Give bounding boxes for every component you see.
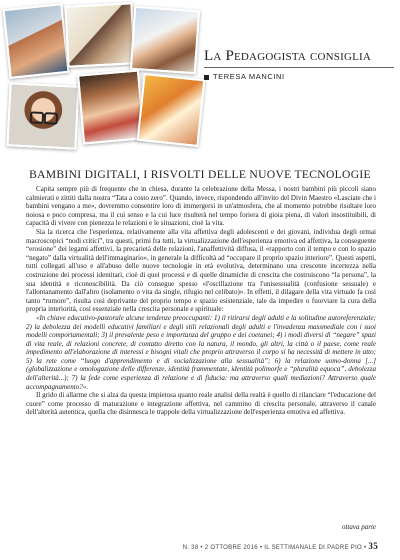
girl-with-glasses-photo xyxy=(6,82,79,150)
page-number: 35 xyxy=(368,541,378,551)
issue-info: N. 38 • 2 OTTOBRE 2016 • IL SETTIMANALE DI PADRE PIO • xyxy=(182,545,367,551)
continued-note: ottava parte xyxy=(341,523,376,531)
article-paragraph: Sia la ricerca che l'esperienza, relativamente alla vita affettiva degli adolescenti e dei giovani, individua degli ormai macroscopici “nodi critici”, tra questi, primi fra tutti, la virtualizzazione dell'esperienza emotiva ed affettiva, la conseguente “erosione” dei legami affettivi, la precarietà delle relazioni, l'anaffettività diffusa, il «rapporto con il tempo e con lo spazio “negato” dalla virtualità dell'immaginario», in generale la difficoltà ad “occupare il proprio spazio interiore”. Questi aspetti, tutti collegati all'uso e all'abuso delle nuove tecnologie in età evolutiva, determinano una crescente incertezza nella costruzione dei processi identitari, cioè di quei processi e di quelle dinamiche di crescita che costruiscono “la persona”, la sua identità e riconoscibilità. Da ciò consegue spesso «l'oscillazione tra l'unisessualità (confusione sessuale) e l'allontanamento dall'altro (isolamento o vita da single, rifugio nel celibato)». In effetti, il dilagare della vita virtuale fa così tanto “rumore”, risulta così deprivante del proprio tempo e spazio esistenziale, tale da impedire o fuorviare la cura della propria interiorità, così essenziale nella crescita personale e spirituale: xyxy=(26,227,376,314)
glasses-icon xyxy=(30,111,56,120)
column-title: La Pedagogista consiglia xyxy=(204,48,394,68)
boy-on-tablet-photo xyxy=(137,73,206,147)
girl-reading-photo xyxy=(77,69,145,144)
article-body xyxy=(26,185,376,417)
bullet-square-icon xyxy=(204,75,209,80)
pinocchio-child-photo xyxy=(3,3,70,79)
boy-smiling-photo xyxy=(130,6,200,74)
article-paragraph: Il grido di allarme che si alza da questa impietosa quanto reale analisi della realtà è quello di rilanciare “l'educazione del cuore” come processo di maturazione e integrazione affettiva, nel cammino di crescita personale, attraverso il canale dell'alterità autentica, quella che disinnesca le trappole della virtualizzazione dell'esperienza emotiva ed affettiva. xyxy=(26,391,376,417)
article-quote: «In chiave educativo-pastorale alcune tendenze preoccupanti: 1) il ritirarsi degli adulti e la solitudine autoreferenziale; 2) la debolezza dei modelli educativi familiari e degli stili relazionali degli adulti e l'invadenza massmediale con i suoi modelli comportamentali; 3) il prevalente peso e importanza del gruppo e dei coetanei; 4) i modi diversi di “negare” spazi di vita reale, di relazioni concrete, di contatto diretto con la natura, il mondo, gli altri, la città o il paese, come reale impedimento all'elaborazione di interessi e bisogni vitali che proprio attraverso il corpo si ha necessità di mettere in atto; 5) la rete come “luogo d'apprendimento e di socializzazione alla sessualità”; 6) la relazione uomo-donna [...] (globalizzazione e omologazione delle differenze, identità frammentate, identità polimorfe e “pluralità equoca”, debolezza dell'alterità...); 7) la fede come esperienza di relazione e di fiducia: ma attraverso quali mediazioni? Attraverso quale accompagnamento?». xyxy=(26,313,376,391)
photo-collage xyxy=(0,0,200,150)
boy-with-book-photo xyxy=(64,2,135,67)
article-paragraph: Capita sempre più di frequente che in chiesa, durante la celebrazione della Messa, i nostri bambini più piccoli siano calmierati e zittiti dalla nostra “Tata a costo zero”. Quando, invece, rispondendo all'invito del Divin Maestro «Lasciate che i bambini vengano a me», dovremmo consentire loro di immergersi in un'atmosfera, che al momento potrebbe risultare loro noiosa e poco compresa, ma il cui senso e la cui luce risulterà nel tempo foriera di gioia piena, di valori insostituibili, di capacità di vivere con pienezza le relazioni e le situazioni, cioè la vita. xyxy=(26,185,376,228)
author-name: TERESA MANCINI xyxy=(213,72,285,81)
author-byline xyxy=(204,72,394,81)
column-header xyxy=(204,48,394,81)
article-headline: BAMBINI DIGITALI, I RISVOLTI DELLE NUOVE TECNOLOGIE xyxy=(29,168,371,181)
page-footer xyxy=(0,541,378,551)
